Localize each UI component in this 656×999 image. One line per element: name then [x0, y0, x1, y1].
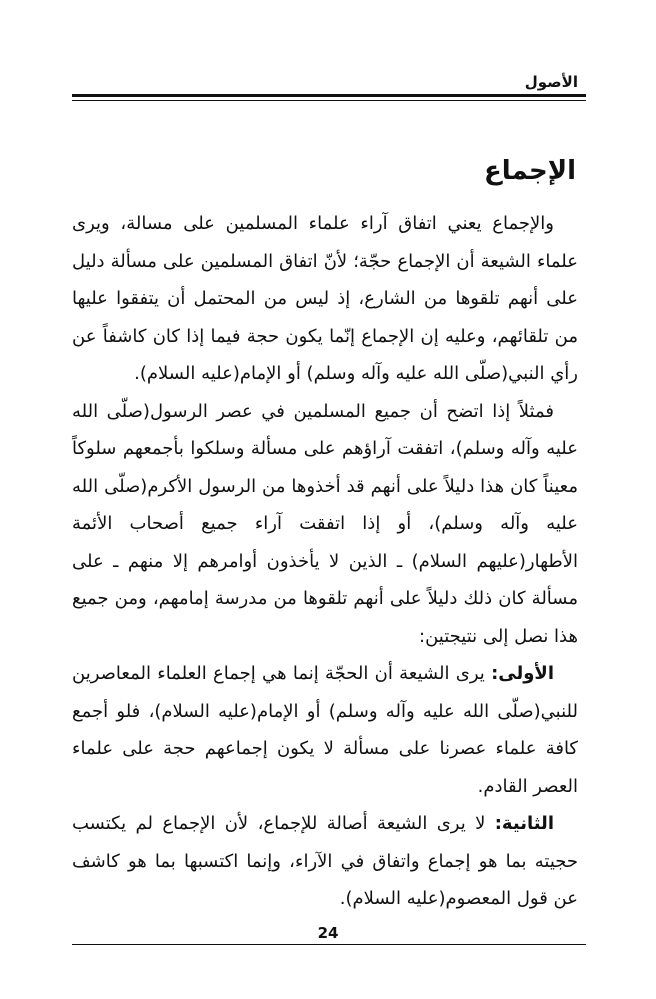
paragraph-first-result: [72, 655, 578, 805]
first-result-label: الأولى:: [491, 663, 554, 684]
page-number: 24: [317, 924, 339, 942]
chapter-title: الإجماع: [484, 156, 576, 186]
first-result-text: يرى الشيعة أن الحجّة إنما هي إجماع العلماء المعاصرين للنبي(صلّى الله عليه وآله وسلم) أو الإمام(عليه السلام)، فلو أجمع كافة علماء عصرنا على مسألة لا يكون إجماعهم حجة على علماء العصر القادم.: [72, 663, 578, 797]
body-text: [72, 205, 578, 918]
header-rule-thin: [72, 100, 586, 101]
header-rule-thick: [72, 94, 586, 97]
second-result-text: لا يرى الشيعة أصالة للإجماع، لأن الإجماع لم يكتسب حجيته بما هو إجماع واتفاق في الآراء، وإنما اكتسبها بما هو كاشف عن قول المعصوم(عليه السلام).: [72, 813, 578, 909]
second-result-label: الثانية:: [494, 813, 554, 834]
footer-rule: [72, 944, 586, 945]
paragraph-second-result: [72, 805, 578, 918]
paragraph-definition: والإجماع يعني اتفاق آراء علماء المسلمين على مسالة، ويرى علماء الشيعة أن الإجماع حجّة؛ لأنّ اتفاق المسلمين على مسألة دليل على أنهم تلقوها من الشارع، إذ ليس من المحتمل أن يتفقوا عليها من تلقائهم، وعليه إن الإجماع إنّما يكون حجة فيما إذا كان كاشفاً عن رأي النبي(صلّى الله عليه وآله وسلم) أو الإمام(عليه السلام).: [72, 213, 578, 384]
running-header: الأصول: [524, 73, 578, 91]
paragraph-example: فمثلاً إذا اتضح أن جميع المسلمين في عصر الرسول(صلّى الله عليه وآله وسلم)، اتفقت آراؤهم على مسألة وسلكوا بأجمعهم سلوكاً معيناً كان هذا دليلاً على أنهم قد أخذوها من الرسول الأكرم(صلّى الله عليه وآله وسلم)، أو إذا اتفقت آراء جميع أصحاب الأئمة الأطهار(عليهم السلام) ـ الذين لا يأخذون أوامرهم إلا منهم ـ على مسألة كان ذلك دليلاً على أنهم تلقوها من مدرسة إمامهم، ومن جميع هذا نصل إلى نتيجتين:: [72, 400, 578, 647]
